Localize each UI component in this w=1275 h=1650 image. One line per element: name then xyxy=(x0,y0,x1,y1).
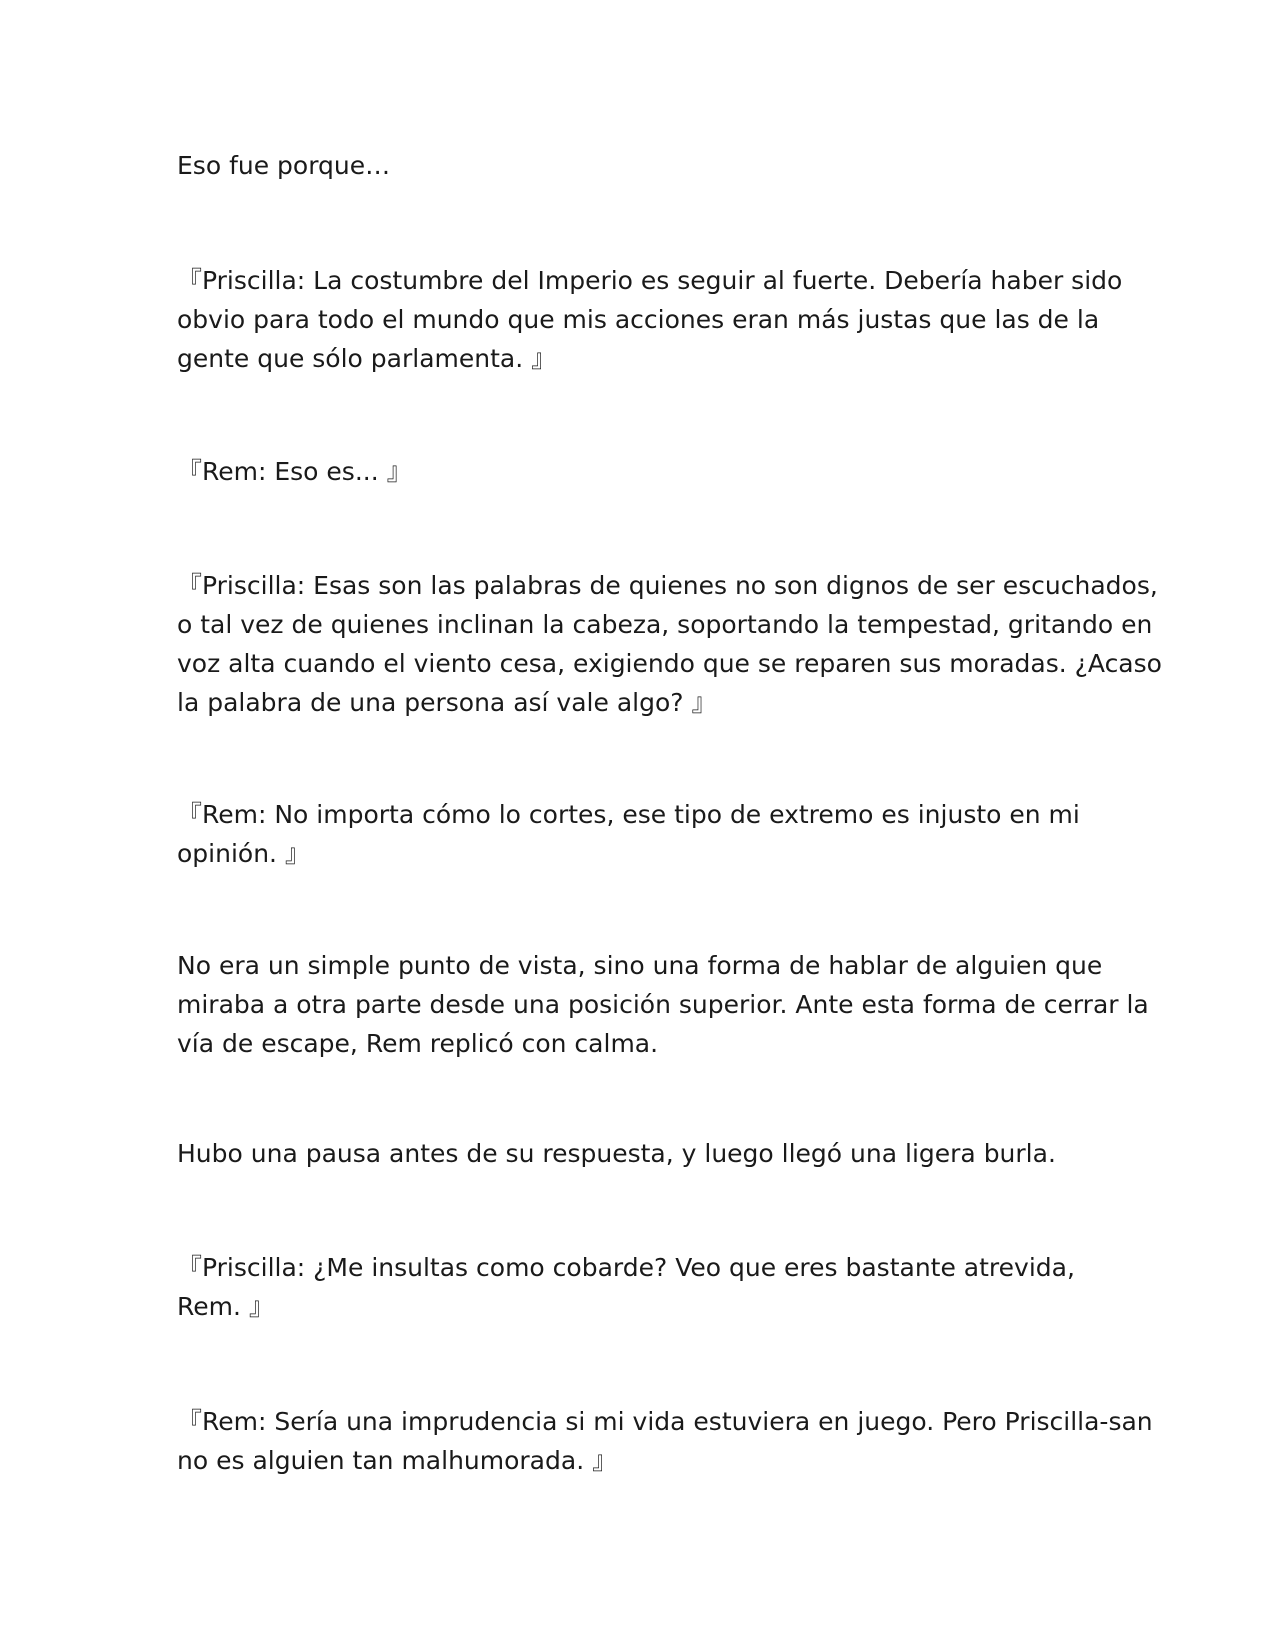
narration-paragraph xyxy=(177,946,1149,1063)
text-line: Eso fue porque… xyxy=(177,151,391,180)
text-line: miraba a otra parte desde una posición superior. Ante esta forma de cerrar la xyxy=(177,990,1149,1019)
text-line: no es alguien tan malhumorada. 』 xyxy=(177,1446,618,1475)
narration-paragraph xyxy=(177,146,1117,185)
text-line: la palabra de una persona así vale algo? 』 xyxy=(177,688,717,717)
text-line: Hubo una pausa antes de su respuesta, y luego llegó una ligera burla. xyxy=(177,1139,1056,1168)
dialogue-rem xyxy=(177,795,1117,873)
text-line: No era un simple punto de vista, sino una forma de hablar de alguien que xyxy=(177,951,1103,980)
text-line: 『Rem: Eso es... 』 xyxy=(177,457,412,486)
dialogue-priscilla xyxy=(177,1248,1117,1326)
dialogue-rem xyxy=(177,452,1117,491)
text-line: obvio para todo el mundo que mis acciones eran más justas que las de la xyxy=(177,305,1100,334)
text-line: o tal vez de quienes inclinan la cabeza, soportando la tempestad, gritando en xyxy=(177,610,1153,639)
text-line: gente que sólo parlamenta. 』 xyxy=(177,344,557,373)
text-line: Rem. 』 xyxy=(177,1292,274,1321)
text-line: vía de escape, Rem replicó con calma. xyxy=(177,1029,659,1058)
text-line: 『Priscilla: Esas son las palabras de quienes no son dignos de ser escuchados, xyxy=(177,571,1158,600)
text-line: 『Rem: Sería una imprudencia si mi vida estuviera en juego. Pero Priscilla-san xyxy=(177,1407,1153,1436)
text-line: 『Priscilla: La costumbre del Imperio es seguir al fuerte. Debería haber sido xyxy=(177,266,1123,295)
text-line: voz alta cuando el viento cesa, exigiendo que se reparen sus moradas. ¿Acaso xyxy=(177,649,1162,678)
narration-paragraph xyxy=(177,1134,1117,1173)
dialogue-priscilla xyxy=(177,566,1162,722)
text-line: 『Rem: No importa cómo lo cortes, ese tipo de extremo es injusto en mi xyxy=(177,800,1080,829)
text-line: 『Priscilla: ¿Me insultas como cobarde? Veo que eres bastante atrevida, xyxy=(177,1253,1075,1282)
dialogue-priscilla xyxy=(177,261,1123,378)
dialogue-rem xyxy=(177,1402,1153,1480)
text-line: opinión. 』 xyxy=(177,839,310,868)
